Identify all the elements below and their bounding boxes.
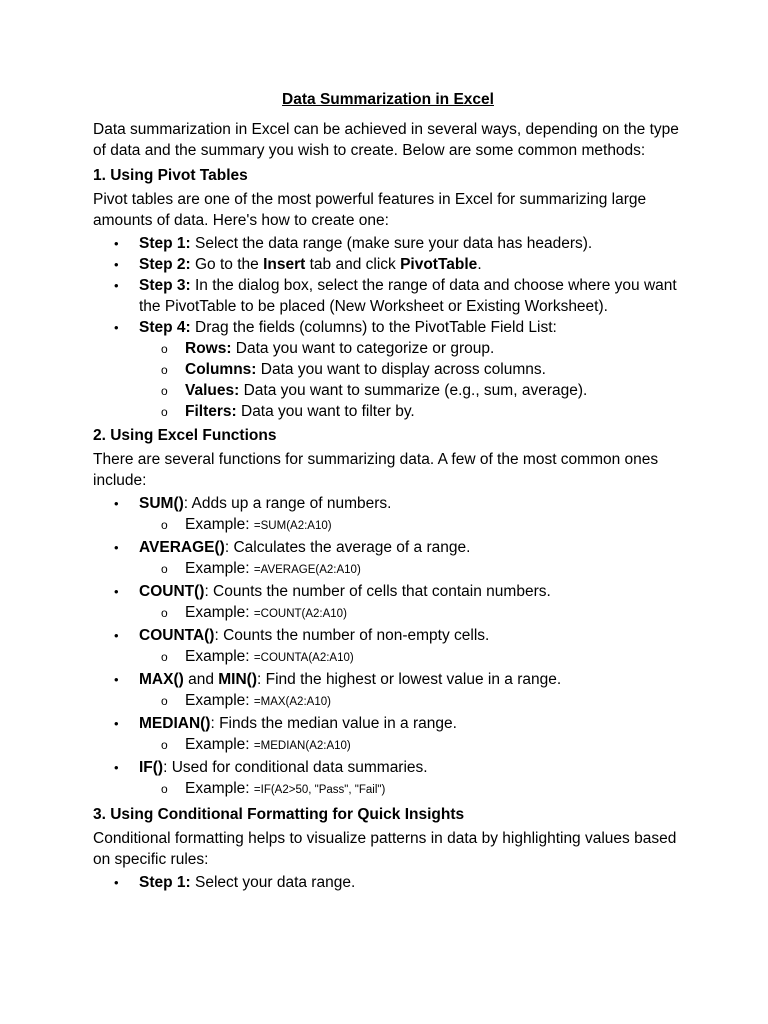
list-item [93, 317, 683, 422]
step-text: . [477, 256, 482, 273]
bullet-icon: • [114, 278, 119, 293]
section-text-excel-functions: There are several functions for summarizing data. A few of the most common ones include: [93, 451, 659, 489]
function-name: COUNT() [139, 583, 205, 600]
field-text: Data you want to categorize or group. [231, 340, 495, 357]
list-item [93, 493, 683, 537]
example-label: Example: [185, 780, 254, 797]
list-item [139, 338, 683, 359]
conditional-steps-list [93, 872, 683, 893]
example-list [139, 558, 683, 581]
function-desc: : Counts the number of cells that contain numbers. [204, 583, 551, 600]
function-desc: : Find the highest or lowest value in a range. [257, 671, 562, 688]
step-text: Go to the [190, 256, 264, 273]
list-item [139, 734, 683, 757]
example-list [139, 778, 683, 801]
document-page [93, 87, 683, 896]
field-text: Data you want to filter by. [236, 403, 415, 420]
field-text: Data you want to display across columns. [256, 361, 546, 378]
section-text-conditional-formatting: Conditional formatting helps to visualize patterns in data by highlighting values based on specific rules: [93, 830, 677, 868]
step-label: Step 2: [139, 256, 191, 273]
example-label: Example: [185, 692, 254, 709]
sub-bullet-icon: o [161, 405, 168, 419]
document-title: Data Summarization in Excel [282, 91, 494, 108]
example-formula: =AVERAGE(A2:A10) [253, 564, 361, 576]
bullet-icon: • [114, 320, 119, 335]
list-item [139, 401, 683, 422]
example-formula: =COUNT(A2:A10) [253, 608, 347, 620]
example-list [139, 514, 683, 537]
function-name: AVERAGE() [139, 539, 225, 556]
step-text: Select your data range. [190, 874, 356, 891]
function-desc: : Finds the median value in a range. [210, 715, 457, 732]
example-label: Example: [185, 736, 254, 753]
sub-bullet-icon: o [161, 606, 168, 620]
function-desc: : Adds up a range of numbers. [183, 495, 392, 512]
field-list [139, 338, 683, 422]
pivottable-label: PivotTable [400, 256, 478, 273]
list-item [139, 690, 683, 713]
example-formula: =IF(A2>50, "Pass", "Fail") [253, 784, 386, 796]
list-item [139, 514, 683, 537]
function-name: COUNTA() [139, 627, 215, 644]
example-label: Example: [185, 648, 254, 665]
step-text: tab and click [305, 256, 401, 273]
section-heading-pivot-tables: 1. Using Pivot Tables [93, 167, 248, 184]
function-list [93, 493, 683, 801]
sub-bullet-icon: o [161, 562, 168, 576]
step-label: Step 1: [139, 874, 191, 891]
field-label: Filters: [185, 403, 237, 420]
bullet-icon: • [114, 760, 119, 775]
step-label: Step 4: [139, 319, 191, 336]
section-text-pivot-tables: Pivot tables are one of the most powerful features in Excel for summarizing large amounts of data. Here's how to create one: [93, 191, 647, 229]
field-text: Data you want to summarize (e.g., sum, average). [239, 382, 588, 399]
sub-bullet-icon: o [161, 782, 168, 796]
bullet-icon: • [114, 257, 119, 272]
list-item [93, 581, 683, 625]
function-desc: : Counts the number of non-empty cells. [214, 627, 490, 644]
bullet-icon: • [114, 672, 119, 687]
example-formula: =MAX(A2:A10) [253, 696, 331, 708]
list-item [93, 275, 683, 317]
sub-bullet-icon: o [161, 384, 168, 398]
list-item [93, 625, 683, 669]
example-formula: =MEDIAN(A2:A10) [253, 740, 351, 752]
field-label: Values: [185, 382, 240, 399]
list-item [93, 254, 683, 275]
function-name: MEDIAN() [139, 715, 211, 732]
sub-bullet-icon: o [161, 650, 168, 664]
example-list [139, 646, 683, 669]
function-name: IF() [139, 759, 164, 776]
list-item [93, 872, 683, 893]
bullet-icon: • [114, 716, 119, 731]
example-list [139, 602, 683, 625]
function-name: SUM() [139, 495, 184, 512]
field-label: Columns: [185, 361, 257, 378]
section-heading-conditional-formatting: 3. Using Conditional Formatting for Quick Insights [93, 806, 465, 823]
list-item [139, 646, 683, 669]
example-label: Example: [185, 604, 254, 621]
example-label: Example: [185, 516, 254, 533]
step-label: Step 3: [139, 277, 191, 294]
sub-bullet-icon: o [161, 738, 168, 752]
bullet-icon: • [114, 236, 119, 251]
example-list [139, 690, 683, 713]
function-desc: : Used for conditional data summaries. [163, 759, 428, 776]
bullet-icon: • [114, 496, 119, 511]
list-item [139, 359, 683, 380]
section-heading-excel-functions: 2. Using Excel Functions [93, 427, 277, 444]
sub-bullet-icon: o [161, 342, 168, 356]
bullet-icon: • [114, 628, 119, 643]
list-item [93, 713, 683, 757]
step-text: Select the data range (make sure your data has headers). [190, 235, 593, 252]
list-item [93, 669, 683, 713]
list-item [139, 602, 683, 625]
intro-paragraph: Data summarization in Excel can be achieved in several ways, depending on the type of data and the summary you wish to create. Below are some common methods: [93, 121, 679, 159]
field-label: Rows: [185, 340, 232, 357]
step-label: Step 1: [139, 235, 191, 252]
list-item [93, 537, 683, 581]
function-name: MIN() [218, 671, 258, 688]
step-text: Drag the fields (columns) to the PivotTable Field List: [190, 319, 557, 336]
bullet-icon: • [114, 584, 119, 599]
example-label: Example: [185, 560, 254, 577]
pivot-steps-list [93, 233, 683, 422]
insert-tab-label: Insert [263, 256, 306, 273]
sub-bullet-icon: o [161, 694, 168, 708]
bullet-icon: • [114, 540, 119, 555]
list-item [139, 380, 683, 401]
example-formula: =SUM(A2:A10) [253, 520, 332, 532]
function-joiner: and [183, 671, 219, 688]
sub-bullet-icon: o [161, 363, 168, 377]
list-item [93, 233, 683, 254]
function-desc: : Calculates the average of a range. [224, 539, 471, 556]
bullet-icon: • [114, 875, 119, 890]
function-name: MAX() [139, 671, 184, 688]
list-item [93, 757, 683, 801]
example-formula: =COUNTA(A2:A10) [253, 652, 354, 664]
sub-bullet-icon: o [161, 518, 168, 532]
list-item [139, 778, 683, 801]
example-list [139, 734, 683, 757]
step-text: In the dialog box, select the range of data and choose where you want the PivotTable to be placed (New Worksheet or Existing Worksheet). [139, 277, 677, 315]
list-item [139, 558, 683, 581]
